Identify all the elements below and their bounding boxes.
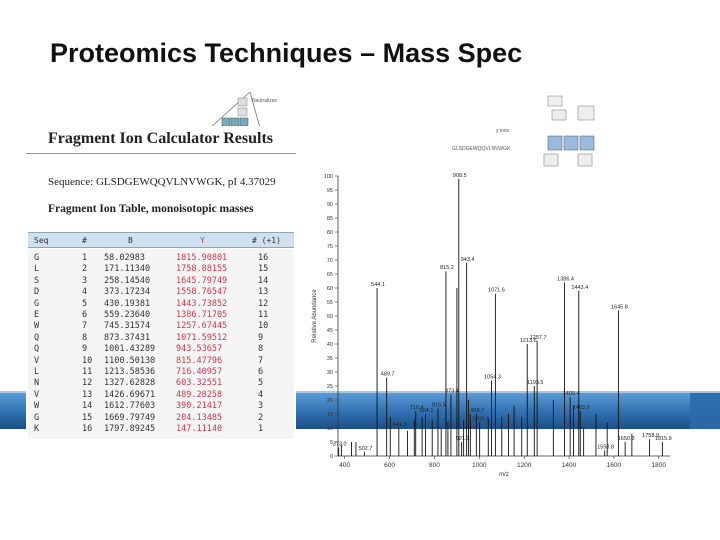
- header-index: #: [82, 236, 87, 245]
- cell-b-mass: 1426.69671: [104, 389, 156, 400]
- table-row: [28, 413, 294, 424]
- cell-index: 2: [82, 264, 88, 275]
- peak-label: 1758.9: [642, 433, 659, 440]
- cell-y-mass: 1815.90801: [176, 253, 228, 263]
- mass-spectrum-chart: [308, 158, 678, 488]
- peak-label: 815.2: [440, 265, 454, 272]
- calculator-divider: [26, 153, 296, 154]
- peak-label: 1650.3: [617, 436, 635, 442]
- table-header-row: [28, 232, 294, 248]
- peak-label: 1409.4: [562, 391, 580, 398]
- cell-residue: V: [34, 389, 40, 400]
- table-row: [28, 378, 294, 389]
- slide-title: Proteomics Techniques – Mass Spec: [50, 38, 523, 68]
- y-tick-label: 5: [329, 440, 333, 446]
- y-tick-label: 55: [326, 300, 333, 306]
- table-row: [28, 264, 294, 275]
- x-tick-label: 800: [429, 462, 440, 469]
- cell-index-rev: 13: [258, 287, 269, 298]
- cell-index: 1: [82, 253, 88, 263]
- cell-index: 7: [82, 321, 88, 332]
- y-tick-label: 85: [326, 216, 333, 222]
- cell-residue: Q: [34, 344, 40, 355]
- x-tick-label: 1600: [606, 462, 622, 469]
- cell-b-mass: 58.02983: [104, 253, 145, 263]
- cell-index-rev: 4: [258, 389, 264, 400]
- cell-index: 3: [82, 275, 88, 286]
- y-tick-label: 100: [323, 174, 333, 180]
- cell-index-rev: 9: [258, 332, 264, 343]
- cell-residue: L: [34, 367, 40, 377]
- cell-b-mass: 873.37431: [104, 332, 151, 343]
- fragment-ion-calculator-panel: [26, 126, 296, 444]
- y-tick-label: 10: [326, 426, 333, 432]
- cell-residue: K: [34, 424, 40, 434]
- cell-index: 16: [82, 424, 93, 434]
- table-row: [28, 333, 294, 344]
- cell-residue: L: [34, 264, 40, 275]
- cell-index-rev: 3: [258, 401, 264, 412]
- cell-residue: V: [34, 355, 40, 366]
- y-axis-label: Relative Abundance: [312, 289, 318, 343]
- y-tick-label: 60: [326, 286, 333, 292]
- cell-y-mass: 147.11140: [176, 424, 223, 434]
- cell-index: 5: [82, 298, 88, 309]
- cell-index: 12: [82, 378, 93, 389]
- cell-index-rev: 11: [258, 310, 269, 320]
- cell-residue: S: [34, 275, 40, 286]
- cell-residue: G: [34, 412, 40, 423]
- cell-y-mass: 1558.76547: [176, 287, 228, 298]
- y-tick-label: 45: [326, 328, 333, 334]
- cell-index-rev: 8: [258, 344, 264, 355]
- y-tick-label: 50: [326, 314, 333, 320]
- calculator-title: Fragment Ion Calculator Results: [48, 130, 274, 147]
- peak-label: 502.7: [358, 445, 373, 452]
- peak-label: 373.0: [332, 441, 347, 448]
- cell-b-mass: 1669.79749: [104, 412, 156, 423]
- sketch-label-a: Neutralizes: [252, 98, 278, 104]
- cell-b-mass: 258.14540: [104, 275, 151, 286]
- header-b: B: [128, 236, 133, 245]
- table-row: [28, 287, 294, 298]
- cell-index: 4: [82, 287, 88, 298]
- y-tick-label: 20: [326, 398, 333, 404]
- fragment-ion-table: [28, 249, 294, 439]
- peak-label: 489.7: [380, 371, 395, 378]
- cell-residue: W: [34, 321, 40, 332]
- cell-b-mass: 559.23640: [104, 310, 151, 320]
- cell-index: 8: [82, 332, 88, 343]
- cell-y-mass: 489.28258: [176, 389, 223, 400]
- sketch-label-b: y ions: [496, 128, 510, 134]
- y-tick-label: 35: [326, 356, 333, 362]
- cell-y-mass: 390.21417: [176, 401, 223, 412]
- peak-label: 1257.7: [529, 335, 547, 342]
- cell-b-mass: 1797.89245: [104, 424, 156, 434]
- cell-y-mass: 1645.79749: [176, 275, 228, 286]
- peak-label: 1213.6: [519, 338, 537, 344]
- peak-label: 716.4: [409, 405, 424, 412]
- x-axis-label: m/z: [499, 472, 509, 478]
- peak-label: 544.1: [371, 282, 385, 288]
- peak-label: 908.5: [452, 172, 467, 179]
- y-tick-label: 40: [326, 342, 333, 348]
- cell-y-mass: 204.13485: [176, 412, 223, 423]
- cell-b-mass: 1327.62828: [104, 378, 156, 389]
- table-title: Fragment Ion Table, monoisotopic masses: [48, 203, 254, 215]
- table-row: [28, 367, 294, 378]
- header-seq: Seq: [34, 236, 49, 245]
- table-row: [28, 310, 294, 321]
- peak-label: 1386.4: [557, 276, 574, 283]
- table-row: [28, 356, 294, 367]
- x-tick-label: 1800: [651, 462, 667, 469]
- peak-label: 1463.6: [572, 405, 590, 412]
- cell-b-mass: 1001.43289: [104, 344, 156, 355]
- table-row: [28, 401, 294, 412]
- cell-residue: N: [34, 378, 40, 389]
- peak-label: 958.7: [470, 408, 485, 414]
- cell-index-rev: 2: [258, 412, 264, 423]
- cell-y-mass: 1758.88155: [176, 264, 228, 275]
- header-y: Y: [200, 236, 205, 245]
- table-row: [28, 253, 294, 264]
- peak-label: 641.1: [392, 422, 407, 428]
- sketch-sequence-text: GLSDGEWQQVLNVWGK: [452, 146, 511, 152]
- cell-index-rev: 1: [258, 424, 264, 434]
- table-row: [28, 299, 294, 310]
- cell-y-mass: 1443.73852: [176, 298, 228, 309]
- cell-b-mass: 1213.58536: [104, 367, 156, 377]
- y-tick-label: 80: [326, 230, 333, 236]
- y-tick-label: 90: [326, 202, 333, 208]
- cell-y-mass: 1071.59512: [176, 332, 228, 343]
- cell-index: 14: [82, 401, 93, 412]
- cell-b-mass: 1100.50130: [104, 355, 156, 366]
- cell-residue: Q: [34, 332, 40, 343]
- peak-label: 943.4: [460, 256, 475, 263]
- cell-b-mass: 171.11340: [104, 264, 151, 275]
- table-row: [28, 390, 294, 401]
- x-tick-label: 400: [339, 462, 351, 469]
- y-tick-label: 65: [326, 272, 333, 278]
- cell-index-rev: 15: [258, 264, 269, 275]
- cell-y-mass: 716.40957: [176, 367, 223, 377]
- y-tick-label: 70: [326, 258, 333, 264]
- x-tick-label: 1000: [472, 462, 487, 469]
- y-tick-label: 25: [326, 384, 333, 390]
- cell-residue: G: [34, 298, 40, 309]
- cell-y-mass: 603.32551: [176, 378, 223, 389]
- cell-residue: E: [34, 310, 40, 320]
- peak-label: 1645.8: [610, 304, 628, 311]
- cell-index: 10: [82, 355, 93, 366]
- x-tick-label: 1200: [516, 462, 532, 469]
- cell-residue: D: [34, 287, 40, 298]
- table-row: [28, 276, 294, 287]
- peak-label: 1193.5: [527, 380, 544, 386]
- y-tick-label: 75: [326, 244, 333, 250]
- y-tick-label: 95: [326, 188, 333, 194]
- cell-index-rev: 5: [258, 378, 264, 389]
- x-tick-label: 600: [384, 462, 396, 469]
- cell-index: 11: [82, 367, 93, 377]
- table-row: [28, 321, 294, 332]
- cell-b-mass: 1612.77603: [104, 401, 156, 412]
- peak-label: 604.1: [419, 408, 434, 414]
- cell-index-rev: 7: [258, 355, 264, 366]
- peak-label: 921.1: [455, 436, 470, 442]
- cell-index-rev: 6: [258, 367, 264, 377]
- peak-label: 1815.9: [654, 436, 672, 442]
- peak-label: 1054.3: [484, 374, 501, 381]
- cell-index: 6: [82, 310, 88, 320]
- cell-residue: G: [34, 253, 40, 263]
- cell-index-rev: 10: [258, 321, 269, 332]
- cell-b-mass: 430.19381: [104, 298, 151, 309]
- cell-b-mass: 373.17234: [104, 287, 151, 298]
- y-tick-label: 15: [326, 412, 333, 418]
- header-index-plus1: # (+1): [252, 236, 281, 245]
- cell-index: 9: [82, 344, 88, 355]
- cell-index: 15: [82, 412, 93, 423]
- cell-index-rev: 12: [258, 298, 269, 309]
- cell-residue: W: [34, 401, 40, 412]
- table-row: [28, 424, 294, 435]
- peak-label: 1071.6: [487, 287, 505, 294]
- cell-y-mass: 815.47796: [176, 355, 223, 366]
- cell-y-mass: 943.53657: [176, 344, 223, 355]
- cell-y-mass: 1386.71705: [176, 310, 228, 320]
- y-tick-label: 30: [326, 370, 333, 376]
- peak-label: 873.4: [445, 388, 459, 395]
- peak-label: 1001.4: [472, 416, 490, 423]
- cell-index-rev: 14: [258, 275, 269, 286]
- cell-index: 13: [82, 389, 93, 400]
- cell-index-rev: 16: [258, 253, 269, 263]
- table-row: [28, 344, 294, 355]
- cell-y-mass: 1257.67445: [176, 321, 228, 332]
- peak-label: 815.5: [432, 402, 446, 409]
- peak-label: 1558.8: [597, 444, 615, 451]
- peak-label: 1443.4: [571, 284, 589, 291]
- x-tick-label: 1400: [561, 462, 577, 469]
- sequence-line: Sequence: GLSDGEWQQVLNVWGK, pI 4.37029: [48, 176, 276, 188]
- y-tick-label: 0: [329, 454, 333, 460]
- cell-b-mass: 745.31574: [104, 321, 151, 332]
